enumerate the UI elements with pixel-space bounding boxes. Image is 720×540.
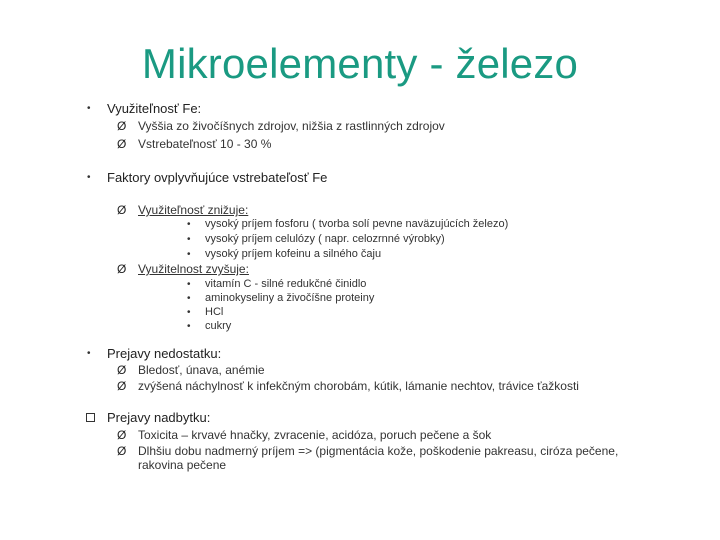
list-item: Dlhšiu dobu nadmerný príjem => (pigmentácia kože, poškodenie pakreasu, ciróza pečene, — [138, 444, 619, 458]
sub-bullet-icon: • — [187, 307, 191, 318]
list-item: aminokyseliny a živočíšne proteiny — [205, 292, 375, 304]
sub-bullet-icon: • — [187, 219, 191, 230]
sub-bullet-icon: • — [187, 293, 191, 304]
slide-title: Mikroelementy - železo — [141, 40, 579, 87]
list-item: cukry — [205, 320, 232, 332]
arrow-bullet-icon: Ø — [117, 137, 127, 151]
section-heading-deficiency: Prejavy nedostatku: — [107, 346, 222, 361]
arrow-bullet-icon: Ø — [117, 428, 127, 442]
list-item: HCl — [205, 306, 224, 318]
list-item: vysoký príjem kofeinu a silného čaju — [205, 248, 382, 260]
list-item-continuation: rakovina pečene — [138, 458, 227, 472]
subheading-decrease: Využiteľnosť znižuje: — [138, 203, 249, 217]
sub-bullet-icon: • — [187, 249, 191, 260]
main-bullet-icon: • — [87, 172, 91, 183]
arrow-bullet-icon: Ø — [117, 379, 127, 393]
arrow-bullet-icon: Ø — [117, 444, 127, 458]
subheading-increase: Využitelnost zvyšuje: — [138, 262, 249, 276]
square-icon — [86, 413, 95, 422]
list-item: Bledosť, únava, anémie — [138, 363, 265, 377]
section-heading-utilization: Využiteľnosť Fe: — [107, 101, 202, 116]
list-item: zvýšená náchylnosť k infekčným chorobám, kútik, lámanie nechtov, trávice ťažkosti — [138, 379, 579, 393]
arrow-bullet-icon: Ø — [117, 203, 127, 217]
sub-bullet-icon: • — [187, 321, 191, 332]
arrow-bullet-icon: Ø — [117, 119, 127, 133]
list-item: vysoký príjem celulózy ( napr. celozrnné výrobky) — [205, 233, 445, 245]
arrow-bullet-icon: Ø — [117, 262, 127, 276]
list-item: Vyššia zo živočíšnych zdrojov, nižšia z rastlinných zdrojov — [138, 119, 445, 133]
list-item: Toxicita – krvavé hnačky, zvracenie, acidóza, poruch pečene a šok — [138, 428, 492, 442]
main-bullet-icon: • — [87, 348, 91, 359]
section-heading-factors: Faktory ovplyvňujúce vstrebateľosť Fe — [107, 170, 328, 185]
main-bullet-icon: • — [87, 103, 91, 114]
list-item: Vstrebateľnosť 10 - 30 % — [138, 137, 272, 151]
sub-bullet-icon: • — [187, 234, 191, 245]
list-item: vysoký príjem fosforu ( tvorba solí pevne naväzujúcích železo) — [205, 218, 509, 230]
arrow-bullet-icon: Ø — [117, 363, 127, 377]
list-item: vitamín C - silné redukčné činidlo — [205, 278, 367, 290]
sub-bullet-icon: • — [187, 279, 191, 290]
section-heading-excess: Prejavy nadbytku: — [107, 410, 211, 425]
